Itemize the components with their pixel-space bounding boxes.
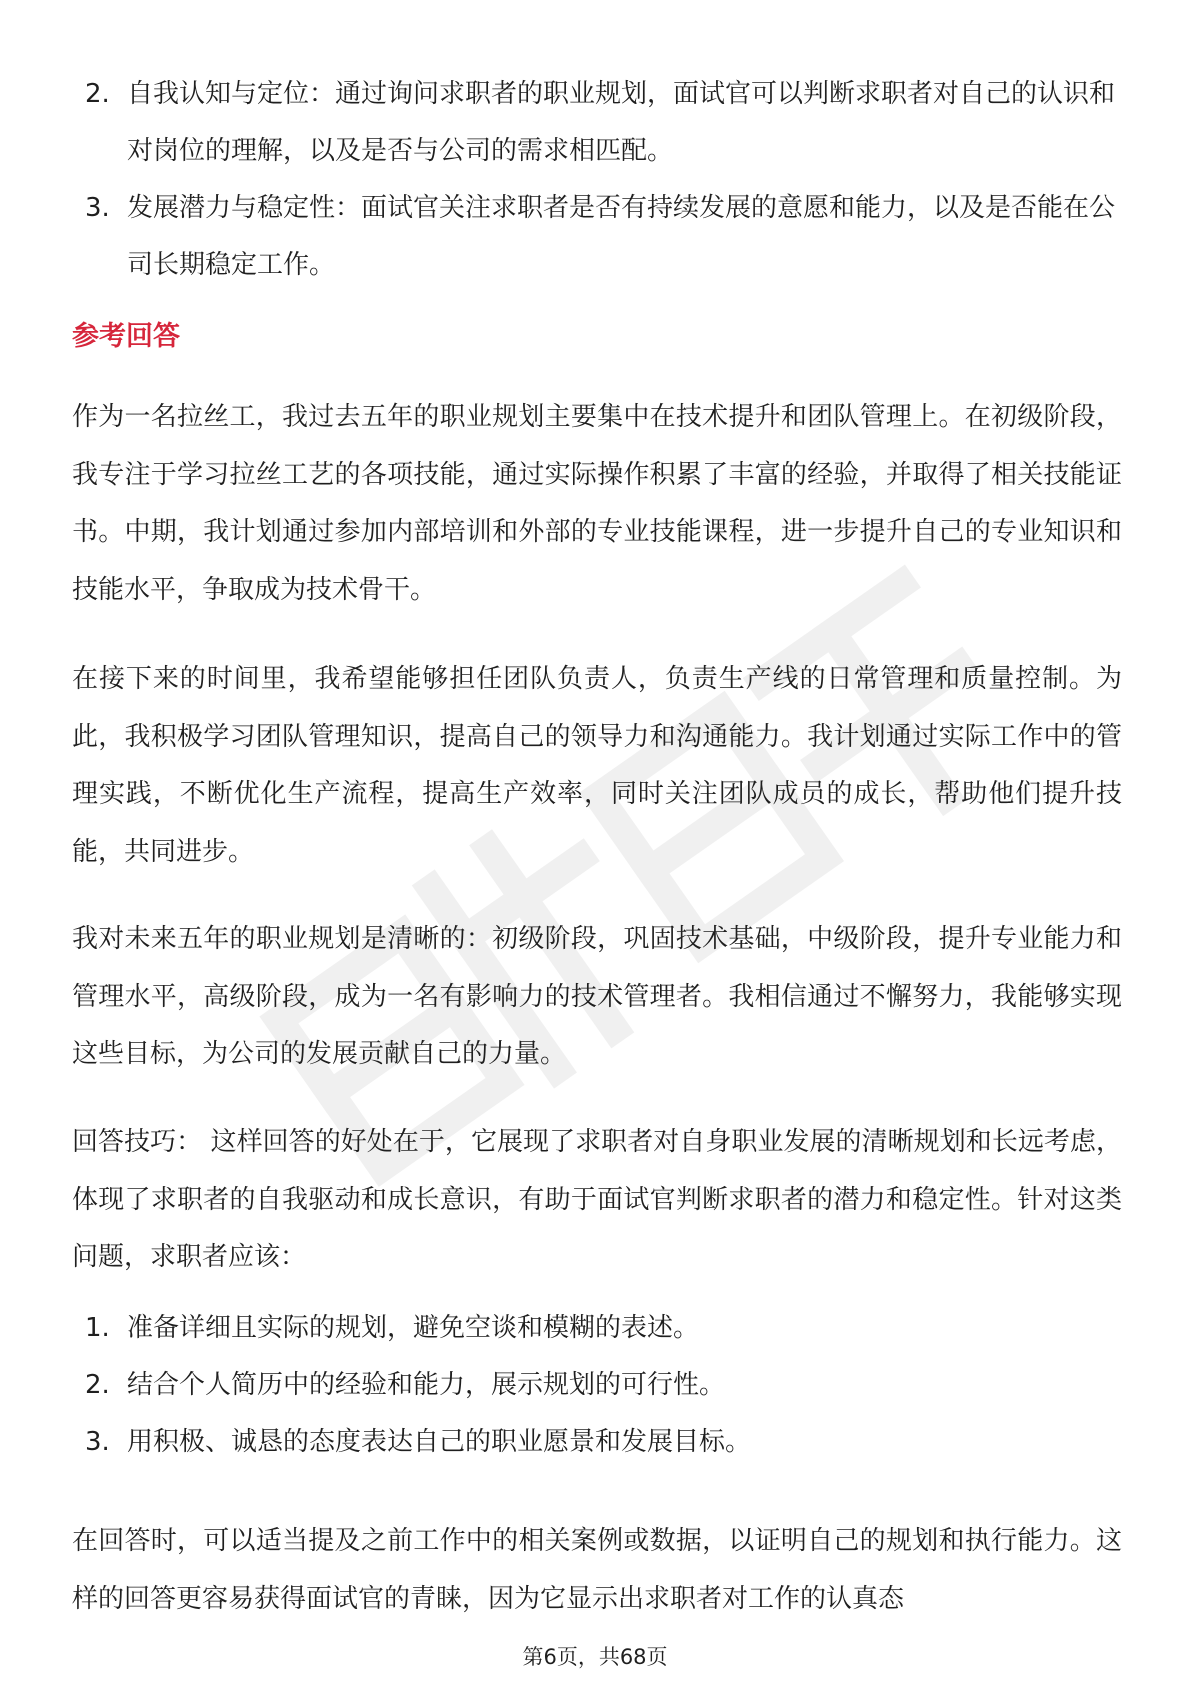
list-item-text: 结合个人简历中的经验和能力，展示规划的可行性。 <box>127 1370 726 1400</box>
evaluation-points-list <box>78 66 1118 294</box>
section-heading: 参考回答 <box>72 321 180 352</box>
list-item-number: 2. <box>85 1370 110 1400</box>
list-item <box>78 1414 1118 1471</box>
closing-paragraph: 在回答时，可以适当提及之前工作中的相关案例或数据，以证明自己的规划和执行能力。这样的回答更容易获得面试官的青睐，因为它显示出求职者对工作的认真态 <box>72 1526 1122 1614</box>
list-item-text: 用积极、诚恳的态度表达自己的职业愿景和发展目标。 <box>127 1427 752 1457</box>
list-item-text: 发展潜力与稳定性：面试官关注求职者是否有持续发展的意愿和能力，以及是否能在公司长期稳定工作。 <box>127 193 1116 280</box>
answer-paragraph: 在接下来的时间里，我希望能够担任团队负责人，负责生产线的日常管理和质量控制。为此，我积极学习团队管理知识，提高自己的领导力和沟通能力。我计划通过实际工作中的管理实践，不断优化生产流程，提高生产效率，同时关注团队成员的成长，帮助他们提升技能，共同进步。 <box>72 664 1122 867</box>
list-item <box>78 1300 1118 1357</box>
list-item-number: 1. <box>85 1313 110 1343</box>
answer-paragraph: 我对未来五年的职业规划是清晰的：初级阶段，巩固技术基础，中级阶段，提升专业能力和管理水平，高级阶段，成为一名有影响力的技术管理者。我相信通过不懈努力，我能够实现这些目标，为公司的发展贡献自己的力量。 <box>72 924 1122 1069</box>
list-item-text: 自我认知与定位：通过询问求职者的职业规划，面试官可以判断求职者对自己的认识和对岗位的理解，以及是否与公司的需求相匹配。 <box>127 79 1116 166</box>
list-item-text: 准备详细且实际的规划，避免空谈和模糊的表述。 <box>127 1313 700 1343</box>
list-item <box>78 66 1118 180</box>
tips-list <box>78 1300 1118 1471</box>
list-item-number: 2. <box>85 79 110 109</box>
tips-paragraph: 回答技巧： 这样回答的好处在于，它展现了求职者对自身职业发展的清晰规划和长远考虑，体现了求职者的自我驱动和成长意识，有助于面试官判断求职者的潜力和稳定性。针对这类问题，求职者应该： <box>72 1127 1122 1272</box>
list-item-number: 3. <box>85 1427 110 1457</box>
list-item <box>78 180 1118 294</box>
page-number-footer: 第6页，共68页 <box>522 1645 668 1669</box>
answer-paragraph: 作为一名拉丝工，我过去五年的职业规划主要集中在技术提升和团队管理上。在初级阶段，我专注于学习拉丝工艺的各项技能，通过实际操作积累了丰富的经验，并取得了相关技能证书。中期，我计划通过参加内部培训和外部的专业技能课程，进一步提升自己的专业知识和技能水平，争取成为技术骨干。 <box>72 402 1122 605</box>
list-item <box>78 1357 1118 1414</box>
list-item-number: 3. <box>85 193 110 223</box>
